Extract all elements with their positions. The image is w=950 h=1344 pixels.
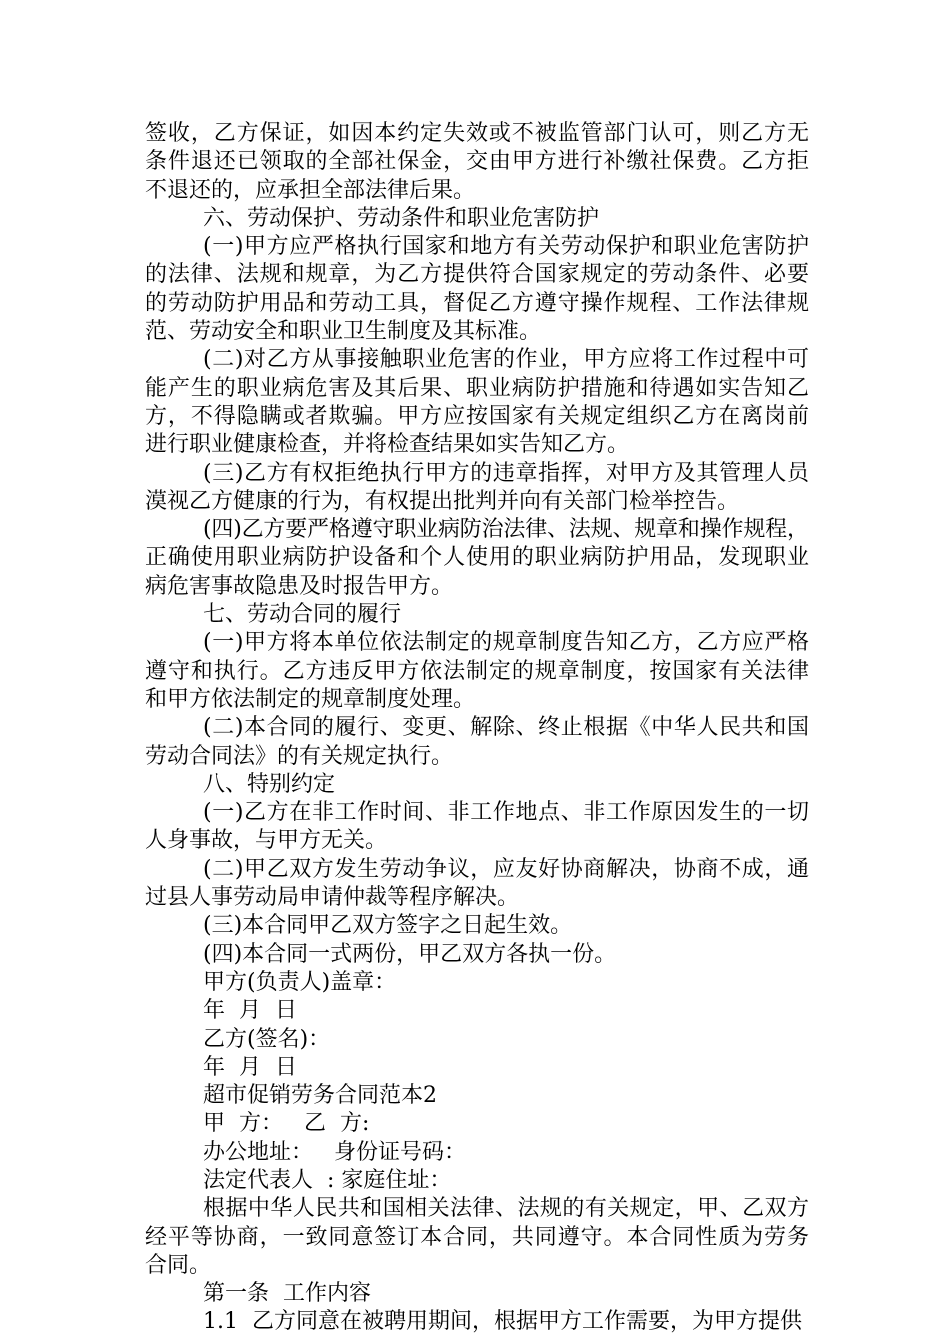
document-line: [145, 771, 809, 799]
document-line-text: 合同。: [145, 1252, 212, 1278]
document-line-text: (四)乙方要严格遵守职业病防治法律、法规、规章和操作规程，: [203, 517, 809, 543]
document-line: [145, 573, 809, 601]
document-line-text: (四)本合同一式两份，甲乙双方各执一份。: [203, 941, 617, 967]
document-line-text: 根据中华人民共和国相关法律、法规的有关规定，甲、乙双方: [203, 1196, 810, 1222]
document-line-text: (一)甲方将本单位依法制定的规章制度告知乙方，乙方应严格: [203, 630, 810, 656]
document-line: [145, 1224, 809, 1252]
document-line: [145, 290, 809, 318]
document-line-text: 漠视乙方健康的行为，有权提出批判并向有关部门检举控告。: [145, 488, 740, 514]
document-line: [145, 233, 809, 261]
document-line: [145, 856, 809, 884]
document-line: [145, 431, 809, 459]
document-line-text: 病危害事故隐患及时报告甲方。: [145, 573, 454, 599]
document-line-text: (一)乙方在非工作时间、非工作地点、非工作原因发生的一切: [203, 800, 810, 826]
document-line-text: 不退还的，应承担全部法律后果。: [145, 177, 476, 203]
document-line: [145, 1280, 809, 1308]
document-line: [145, 177, 809, 205]
document-line-text: 年 月 日: [203, 1054, 297, 1080]
document-line: [145, 827, 809, 855]
document-line-text: 年 月 日: [203, 998, 297, 1024]
document-line: [145, 488, 809, 516]
document-line-text: 和甲方依法制定的规章制度处理。: [145, 686, 476, 712]
document-line-text: 人身事故，与甲方无关。: [145, 828, 388, 854]
document-line: [145, 799, 809, 827]
document-line-text: 1.1 乙方同意在被聘用期间，根据甲方工作需要，为甲方提供: [203, 1309, 802, 1335]
document-line: [145, 1308, 809, 1336]
document-line: [145, 1026, 809, 1054]
document-line-text: 第一条 工作内容: [203, 1281, 371, 1307]
document-line-text: 劳动合同法》的有关规定执行。: [145, 743, 454, 769]
document-line-text: (二)本合同的履行、变更、解除、终止根据《中华人民共和国: [203, 715, 810, 741]
document-line: [145, 743, 809, 771]
document-line: [145, 403, 809, 431]
document-line-text: 的劳动防护用品和劳动工具，督促乙方遵守操作规程、工作法律规: [145, 290, 810, 316]
document-line: [145, 969, 809, 997]
document-line: [145, 516, 809, 544]
document-line-text: 乙方(签名)：: [203, 1026, 331, 1052]
document-line-text: (二)对乙方从事接触职业危害的作业，甲方应将工作过程中可: [203, 347, 810, 373]
document-line-text: (一)甲方应严格执行国家和地方有关劳动保护和职业危害防护: [203, 234, 810, 260]
document-line: [145, 1139, 809, 1167]
document-line-text: 超市促销劳务合同范本2: [203, 1083, 437, 1109]
document-line: [145, 460, 809, 488]
document-page: [145, 120, 809, 1337]
document-line: [145, 346, 809, 374]
document-line: [145, 941, 809, 969]
document-line: [145, 997, 809, 1025]
document-line-text: 甲 方： 乙 方:: [203, 1111, 370, 1137]
document-line: [145, 1110, 809, 1138]
document-line: [145, 1054, 809, 1082]
document-line-text: (三)本合同甲乙双方签字之日起生效。: [203, 913, 573, 939]
document-line: [145, 1195, 809, 1223]
document-line: [145, 1082, 809, 1110]
document-line-text: 遵守和执行。乙方违反甲方依法制定的规章制度，按国家有关法律: [145, 658, 810, 684]
document-line: [145, 318, 809, 346]
document-line-text: 的法律、法规和规章，为乙方提供符合国家规定的劳动条件、必要: [145, 262, 810, 288]
document-line: [145, 375, 809, 403]
document-line: [145, 544, 809, 572]
document-line: [145, 884, 809, 912]
document-line: [145, 205, 809, 233]
document-line-text: (二)甲乙双方发生劳动争议，应友好协商解决，协商不成，通: [203, 856, 810, 882]
document-line-text: 条件退还已领取的全部社保金，交由甲方进行补缴社保费。乙方拒: [145, 149, 810, 175]
document-line-text: 六、劳动保护、劳动条件和职业危害防护: [203, 205, 600, 231]
document-line-text: 经平等协商，一致同意签订本合同，共同遵守。本合同性质为劳务: [145, 1224, 810, 1250]
document-line-text: 办公地址： 身份证号码：: [203, 1139, 466, 1165]
document-line-text: 七、劳动合同的履行: [203, 602, 402, 628]
document-line-text: 正确使用职业病防护设备和个人使用的职业病防护用品，发现职业: [145, 545, 810, 571]
document-line: [145, 686, 809, 714]
document-line-text: 进行职业健康检查，并将检查结果如实告知乙方。: [145, 432, 630, 458]
document-line: [145, 1252, 809, 1280]
document-line-text: 签收，乙方保证，如因本约定失效或不被监管部门认可，则乙方无: [145, 121, 810, 146]
document-line-text: 过县人事劳动局申请仲裁等程序解决。: [145, 885, 520, 911]
document-line-text: 法定代表人 : 家庭住址：: [203, 1167, 452, 1193]
document-line-text: 甲方(负责人)盖章：: [203, 969, 397, 995]
document-line: [145, 658, 809, 686]
document-line: [145, 1167, 809, 1195]
document-line-text: 方，不得隐瞒或者欺骗。甲方应按国家有关规定组织乙方在离岗前: [145, 403, 810, 429]
document-line-text: 范、劳动安全和职业卫生制度及其标准。: [145, 319, 542, 345]
document-line: [145, 261, 809, 289]
document-line: [145, 120, 809, 148]
document-line-text: 八、特别约定: [203, 771, 336, 797]
document-line-text: (三)乙方有权拒绝执行甲方的违章指挥，对甲方及其管理人员: [203, 460, 810, 486]
document-line: [145, 714, 809, 742]
document-line-text: 能产生的职业病危害及其后果、职业病防护措施和待遇如实告知乙: [145, 375, 810, 401]
document-line: [145, 601, 809, 629]
document-line: [145, 912, 809, 940]
document-line: [145, 629, 809, 657]
document-line: [145, 148, 809, 176]
